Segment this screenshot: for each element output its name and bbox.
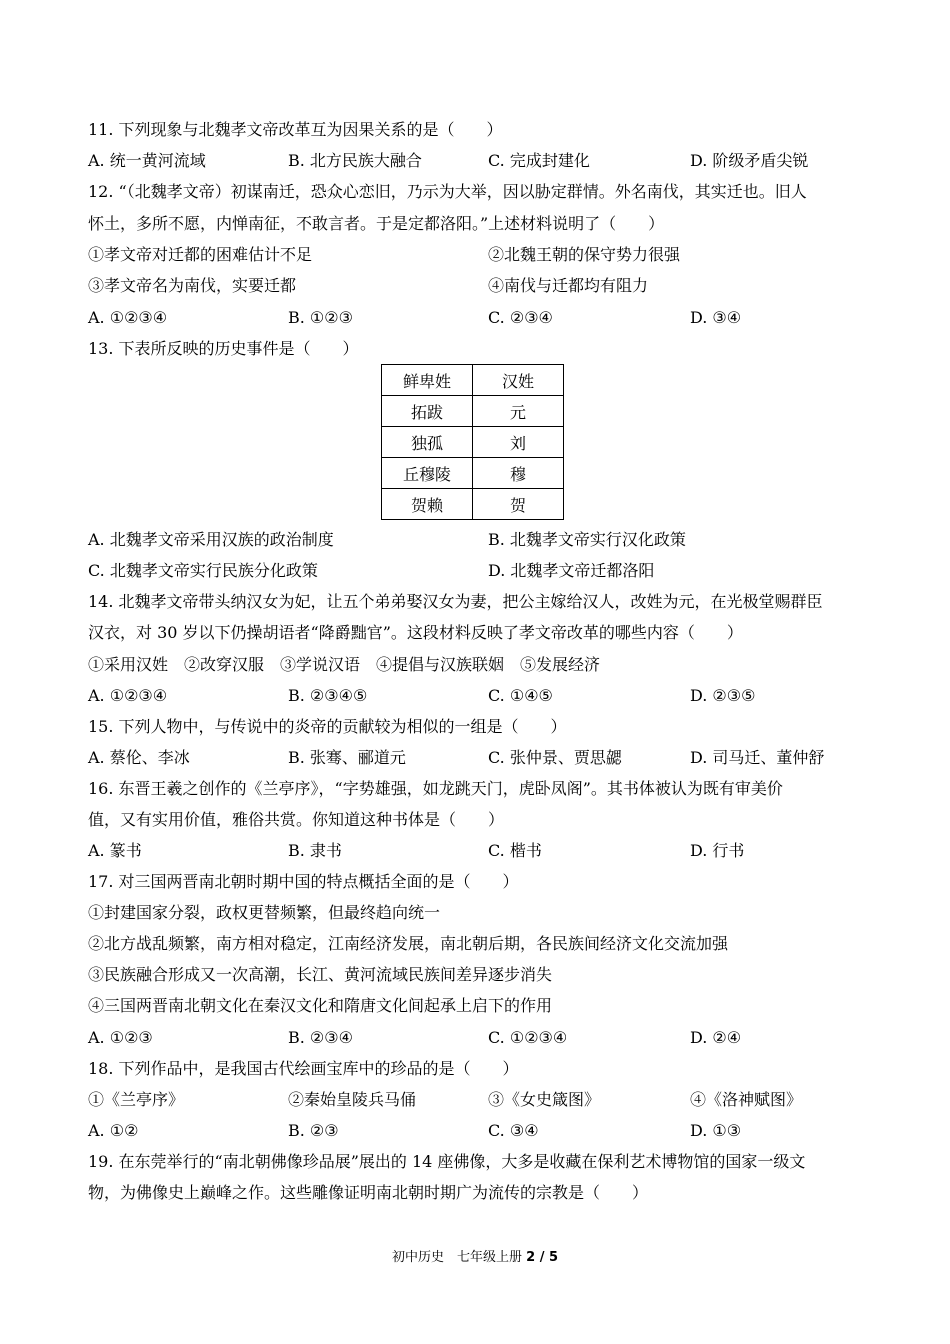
q15-option-c: C. 张仲景、贾思勰 — [488, 748, 622, 767]
q13-stem: 13. 下表所反映的历史事件是（ ） — [88, 339, 359, 358]
q12-option-b: B. ①②③ — [288, 308, 353, 327]
q11-option-b: B. 北方民族大融合 — [288, 151, 422, 170]
q18-option-c: C. ③④ — [488, 1121, 539, 1140]
surname-table — [381, 364, 564, 520]
q13-option-d: D. 北魏孝文帝迁都洛阳 — [488, 561, 655, 580]
q18-item-4: ④《洛神赋图》 — [690, 1090, 803, 1109]
q11-option-a: A. 统一黄河流域 — [88, 151, 206, 170]
table-cell: 贺 — [473, 489, 564, 520]
q17-item-2: ②北方战乱频繁，南方相对稳定，江南经济发展，南北朝后期，各民族间经济文化交流加强 — [88, 934, 729, 953]
q13-option-c: C. 北魏孝文帝实行民族分化政策 — [88, 561, 318, 580]
q17-item-3: ③民族融合形成又一次高潮，长江、黄河流域民族间差异逐步消失 — [88, 965, 553, 984]
q17-option-b: B. ②③④ — [288, 1028, 353, 1047]
q12-item-1: ①孝文帝对迁都的困难估计不足 — [88, 245, 313, 264]
q13-options-row2 — [88, 561, 888, 581]
q19-stem-line2: 物，为佛像史上巅峰之作。这些雕像证明南北朝时期广为流传的宗教是（ ） — [88, 1183, 649, 1202]
table-cell: 独孤 — [382, 427, 473, 458]
q17-item-1: ①封建国家分裂，政权更替频繁，但最终趋向统一 — [88, 903, 441, 922]
q18-items — [88, 1090, 888, 1110]
q16-option-d: D. 行书 — [690, 841, 745, 860]
q17-item-4: ④三国两晋南北朝文化在秦汉文化和隋唐文化间起承上启下的作用 — [88, 996, 553, 1015]
q12-stem-line1: 12. “（北魏孝文帝）初谋南迁，恐众心恋旧，乃示为大举，因以胁定群情。外名南伐，其实迁也。旧人 — [88, 182, 807, 201]
q14-option-c: C. ①④⑤ — [488, 686, 553, 705]
q11-options — [88, 151, 888, 171]
q18-stem: 18. 下列作品中，是我国古代绘画宝库中的珍品的是（ ） — [88, 1059, 519, 1078]
table-cell: 穆 — [473, 458, 564, 489]
q18-options — [88, 1121, 888, 1141]
q12-item-2: ②北魏王朝的保守势力很强 — [488, 245, 681, 264]
page-footer — [0, 1250, 950, 1266]
q12-items-row2 — [88, 276, 888, 296]
q17-option-a: A. ①②③ — [88, 1028, 153, 1047]
q17-option-d: D. ②④ — [690, 1028, 742, 1047]
q15-stem: 15. 下列人物中，与传说中的炎帝的贡献较为相似的一组是（ ） — [88, 717, 567, 736]
q14-items: ①采用汉姓 ②改穿汉服 ③学说汉语 ④提倡与汉族联姻 ⑤发展经济 — [88, 655, 601, 674]
q15-option-a: A. 蔡伦、李冰 — [88, 748, 190, 767]
table-row — [382, 427, 564, 458]
q11-stem: 11. 下列现象与北魏孝文帝改革互为因果关系的是（ ） — [88, 120, 503, 139]
q14-options — [88, 686, 888, 706]
q12-stem-line2: 怀土，多所不愿，内惮南征，不敢言者。于是定都洛阳。”上述材料说明了（ ） — [88, 214, 665, 233]
q13-option-b: B. 北魏孝文帝实行汉化政策 — [488, 530, 686, 549]
q15-options — [88, 748, 888, 768]
page-number: 2 / 5 — [526, 1250, 559, 1265]
q15-option-b: B. 张骞、郦道元 — [288, 748, 406, 767]
q18-option-a: A. ①② — [88, 1121, 139, 1140]
q18-option-b: B. ②③ — [288, 1121, 339, 1140]
q11-option-c: C. 完成封建化 — [488, 151, 590, 170]
q17-option-c: C. ①②③④ — [488, 1028, 568, 1047]
table-cell: 贺赖 — [382, 489, 473, 520]
table-header-row — [382, 365, 564, 396]
q11-option-d: D. 阶级矛盾尖锐 — [690, 151, 809, 170]
q12-option-d: D. ③④ — [690, 308, 742, 327]
table-row — [382, 396, 564, 427]
q14-option-a: A. ①②③④ — [88, 686, 168, 705]
q14-option-b: B. ②③④⑤ — [288, 686, 368, 705]
table-row — [382, 458, 564, 489]
q19-stem-line1: 19. 在东莞举行的“南北朝佛像珍品展”展出的 14 座佛像，大多是收藏在保利艺术博物馆的国家一级文 — [88, 1152, 806, 1171]
footer-label: 初中历史 七年级上册 — [391, 1250, 527, 1265]
q14-option-d: D. ②③⑤ — [690, 686, 756, 705]
q12-option-a: A. ①②③④ — [88, 308, 168, 327]
q12-option-c: C. ②③④ — [488, 308, 553, 327]
q15-option-d: D. 司马迁、董仲舒 — [690, 748, 825, 767]
q17-options — [88, 1028, 888, 1048]
q12-items-row1 — [88, 245, 888, 265]
q12-options — [88, 308, 888, 328]
q12-item-4: ④南伐与迁都均有阻力 — [488, 276, 649, 295]
table-cell: 拓跋 — [382, 396, 473, 427]
table-header-cell: 鲜卑姓 — [382, 365, 473, 396]
q16-option-c: C. 楷书 — [488, 841, 542, 860]
q18-item-3: ③《女史箴图》 — [488, 1090, 601, 1109]
q13-options-row1 — [88, 530, 888, 550]
q14-stem-line1: 14. 北魏孝文帝带头纳汉女为妃，让五个弟弟娶汉女为妻，把公主嫁给汉人，改姓为元，在光极堂赐群臣 — [88, 592, 823, 611]
q16-options — [88, 841, 888, 861]
q16-option-a: A. 篆书 — [88, 841, 142, 860]
q18-item-1: ①《兰亭序》 — [88, 1090, 185, 1109]
q16-stem-line2: 值，又有实用价值，雅俗共赏。你知道这种书体是（ ） — [88, 810, 505, 829]
q18-item-2: ②秦始皇陵兵马俑 — [288, 1090, 417, 1109]
table-row — [382, 489, 564, 520]
table-header-cell: 汉姓 — [473, 365, 564, 396]
q14-stem-line2: 汉衣，对 30 岁以下仍操胡语者“降爵黜官”。这段材料反映了孝文帝改革的哪些内容（ ） — [88, 623, 743, 642]
q18-option-d: D. ①③ — [690, 1121, 742, 1140]
q13-option-a: A. 北魏孝文帝采用汉族的政治制度 — [88, 530, 334, 549]
q17-stem: 17. 对三国两晋南北朝时期中国的特点概括全面的是（ ） — [88, 872, 519, 891]
q16-option-b: B. 隶书 — [288, 841, 342, 860]
table-cell: 元 — [473, 396, 564, 427]
table-cell: 刘 — [473, 427, 564, 458]
q12-item-3: ③孝文帝名为南伐，实要迁都 — [88, 276, 297, 295]
q16-stem-line1: 16. 东晋王羲之创作的《兰亭序》，“字势雄强，如龙跳天门，虎卧凤阁”。其书体被认为既有审美价 — [88, 779, 783, 798]
table-cell: 丘穆陵 — [382, 458, 473, 489]
